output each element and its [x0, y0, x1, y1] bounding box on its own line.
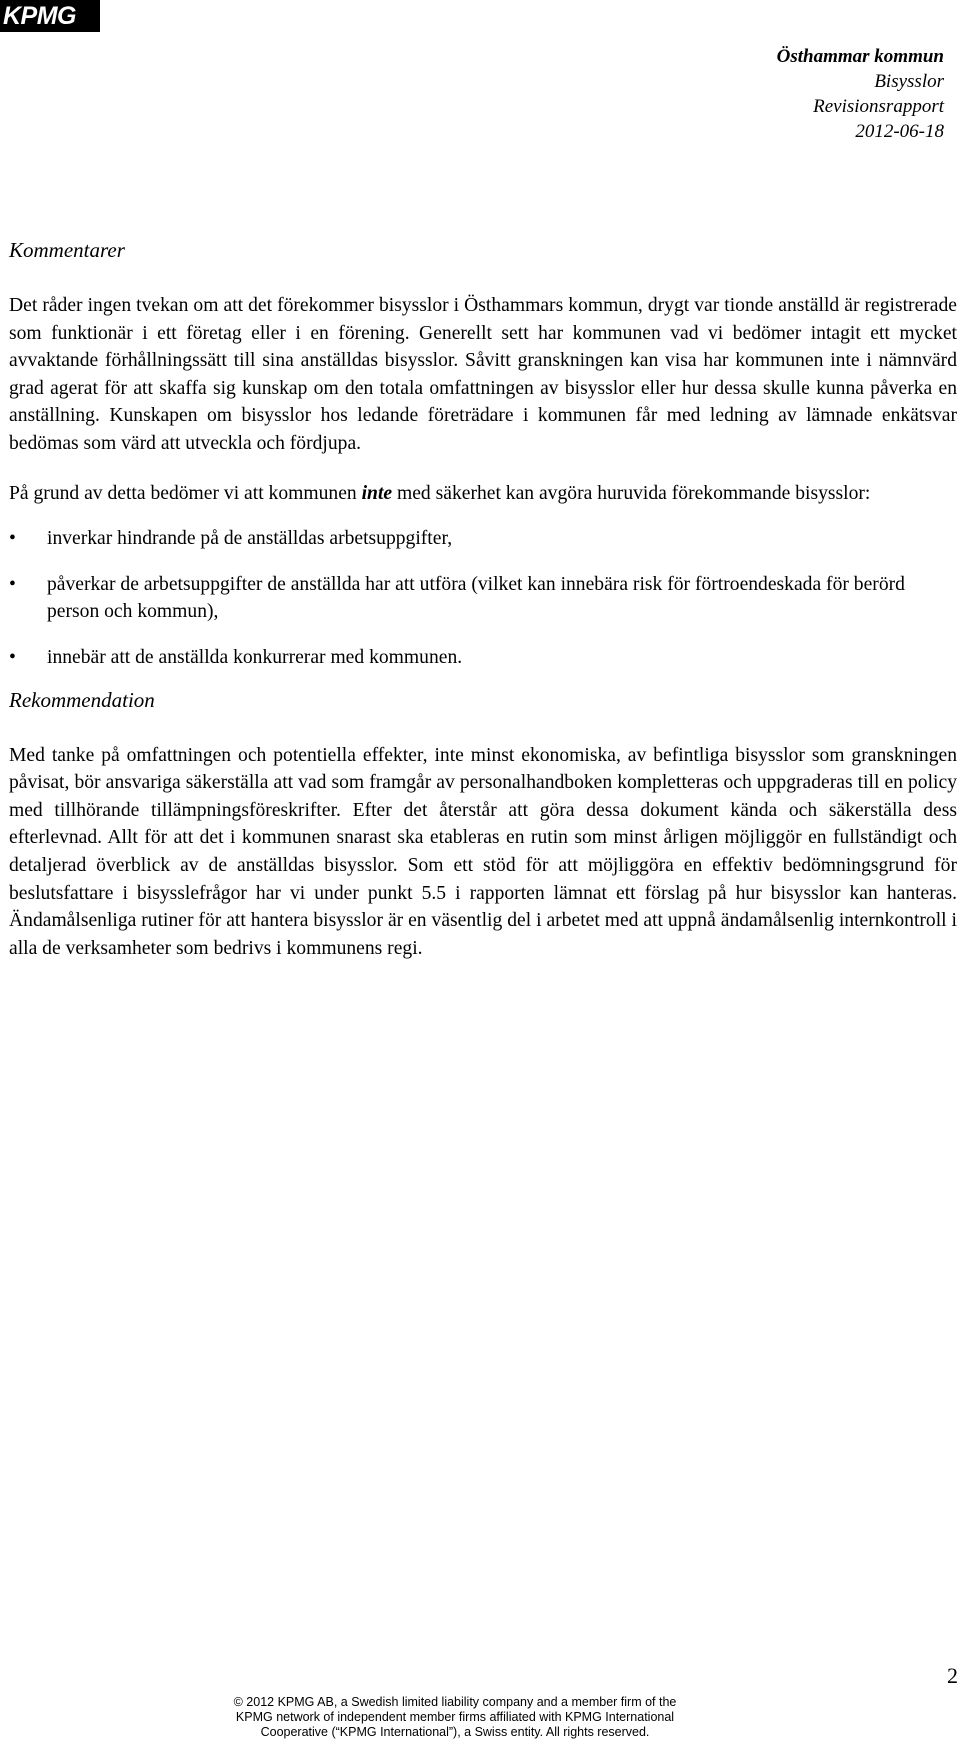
paragraph-bedomning-start: På grund av detta bedömer vi att kommunen: [9, 482, 362, 504]
bullet-icon: •: [9, 528, 16, 550]
kpmg-logo-text: KPMG: [3, 2, 76, 30]
footer-line-1: © 2012 KPMG AB, a Swedish limited liability company and a member firm of the: [233, 1695, 677, 1709]
list-item: [9, 571, 957, 626]
bullet-icon: •: [9, 646, 16, 668]
paragraph-bedomning-end: med säkerhet kan avgöra huruvida förekommande bisysslor:: [392, 482, 871, 504]
header-report-type: Revisionsrapport: [813, 96, 944, 117]
paragraph-rekommendation: Med tanke på omfattningen och potentiella effekter, inte minst ekonomiska, av befintliga bisysslor som granskningen påvisat, bör ansvariga säkerställa att vad som framgår av personalhandboken kompletteras och uppgraderas till en policy med tillhörande tillämpningsföreskrifter. Efter det återstår att göra dessa dokument kända och säkerställa dess efterlevnad. Allt för att det i kommunen snarast ska etableras en rutin som minst årligen möjliggör en fullständigt och detaljerad överblick av de anställdas bisysslor. Som ett stöd för att möjliggöra en effektiv bedömningsgrund för beslutsfattare i bisysslefrågor har vi under punkt 5.5 i rapporten lämnat ett förslag på hur bisysslor kan hanteras. Ändamålsenliga rutiner för att hantera bisysslor är en väsentlig del i arbetet med att uppnå ändamålsenlig internkontroll i alla de verksamheter som bedrivs i kommunens regi.: [9, 744, 957, 959]
copyright-footer: [0, 1695, 910, 1740]
bullet-list: [9, 525, 957, 671]
heading-kommentarer: Kommentarer: [9, 238, 125, 262]
page-number: 2: [947, 1663, 958, 1688]
paragraph-bedomning: [9, 480, 957, 508]
list-item: [9, 525, 957, 553]
document-body: [9, 236, 957, 962]
paragraph-kommentarer: Det råder ingen tvekan om att det förekommer bisysslor i Östhammars kommun, drygt var tionde anställd är registrerade som funktionär i ett företag eller i en förening. Generellt sett har kommunen vad vi bedömer intagit ett mycket avvaktande förhållningssätt till sina anställdas bisysslor. Såvitt granskningen kan visa har kommunen inte i nämnvärd grad agerat för att skaffa sig kunskap om den totala omfattningen av bisysslor eller hur dessa skulle kunna påverka en anställning. Kunskapen om bisysslor hos ledande företrädare i kommunen får med ledning av lämnade enkätsvar bedömas som värd att utveckla och fördjupa.: [9, 295, 957, 454]
document-header: [777, 44, 944, 144]
list-item-text: påverkar de arbetsuppgifter de anställda har att utföra (vilket kan innebära risk för förtroendeskada för berörd person och kommun),: [47, 573, 905, 623]
header-date: 2012-06-18: [855, 121, 944, 142]
header-organization: Östhammar kommun: [776, 46, 944, 67]
header-subject: Bisysslor: [874, 71, 944, 92]
heading-rekommendation: Rekommendation: [9, 687, 155, 712]
bullet-icon: •: [9, 573, 16, 595]
footer-line-3: Cooperative (“KPMG International”), a Swiss entity. All rights reserved.: [260, 1725, 650, 1739]
emphasis-inte: inte: [361, 482, 393, 504]
footer-line-2: KPMG network of independent member firms affiliated with KPMG International: [235, 1710, 675, 1724]
list-item-text: inverkar hindrande på de anställdas arbetsuppgifter,: [47, 528, 453, 550]
list-item: [9, 644, 957, 672]
kpmg-logo: [0, 0, 100, 32]
list-item-text: innebär att de anställda konkurrerar med kommunen.: [47, 646, 463, 668]
